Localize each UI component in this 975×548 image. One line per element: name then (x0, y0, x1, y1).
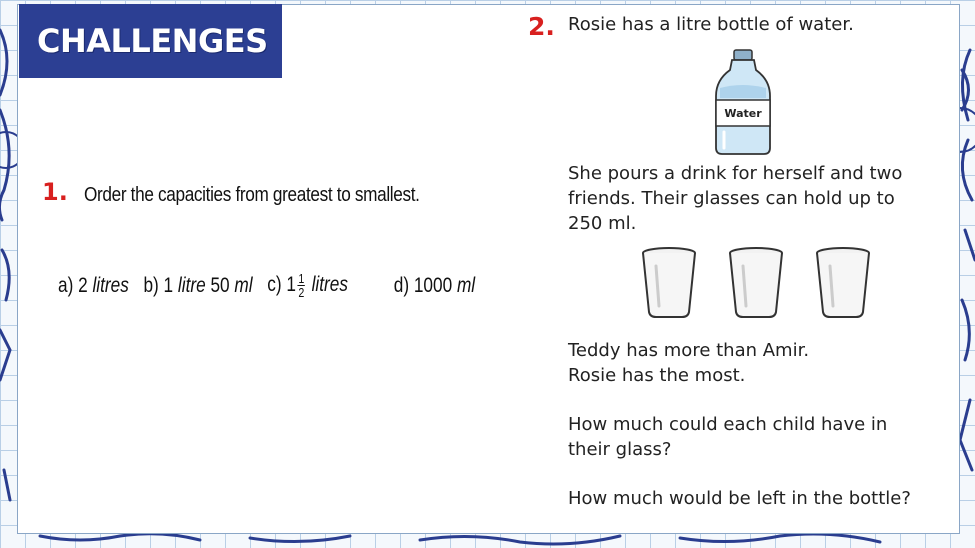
option-c-value: c) 1 (267, 273, 296, 297)
option-b-ml-value: 50 (210, 273, 230, 297)
water-bottle-icon (712, 48, 774, 158)
question-1-prompt: Order the capacities from greatest to smallest. (84, 184, 420, 206)
option-b-value: b) 1 (143, 273, 174, 297)
question-2-teddy-line: Teddy has more than Amir. (568, 340, 810, 361)
option-d (394, 274, 475, 298)
question-2-line1: Rosie has a litre bottle of water. (568, 14, 854, 35)
option-d-unit: ml (456, 273, 476, 297)
question-2-rosie-line: Rosie has the most. (568, 365, 746, 386)
option-d-value: d) 1000 (393, 273, 453, 297)
option-c (267, 272, 348, 299)
question-2-ask-left: How much would be left in the bottle? (568, 488, 911, 509)
banner-title: CHALLENGES (37, 22, 268, 60)
fraction-numerator: 1 (298, 271, 305, 286)
bottle-label: Water (724, 107, 762, 120)
option-b (143, 274, 252, 298)
fraction-denominator: 2 (298, 285, 305, 300)
option-a (58, 274, 129, 298)
question-2-number: 2. (528, 12, 555, 41)
question-2-ask-each: How much could each child have in their glass? (568, 414, 888, 460)
glass-icon (640, 246, 698, 320)
option-a-unit: litres (92, 273, 129, 297)
option-b-ml-unit: ml (234, 273, 253, 297)
glass-icon (727, 246, 785, 320)
challenges-banner (19, 4, 282, 78)
option-a-value: a) 2 (58, 273, 88, 297)
question-2-paragraph: She pours a drink for herself and two friends. Their glasses can hold up to 250 ml. (568, 163, 903, 234)
option-c-unit: litres (311, 273, 348, 297)
question-1-number: 1. (42, 178, 68, 206)
glass-icon (814, 246, 872, 320)
option-b-unit: litre (177, 273, 206, 297)
option-c-fraction (298, 272, 306, 299)
capacity-options (58, 272, 485, 299)
